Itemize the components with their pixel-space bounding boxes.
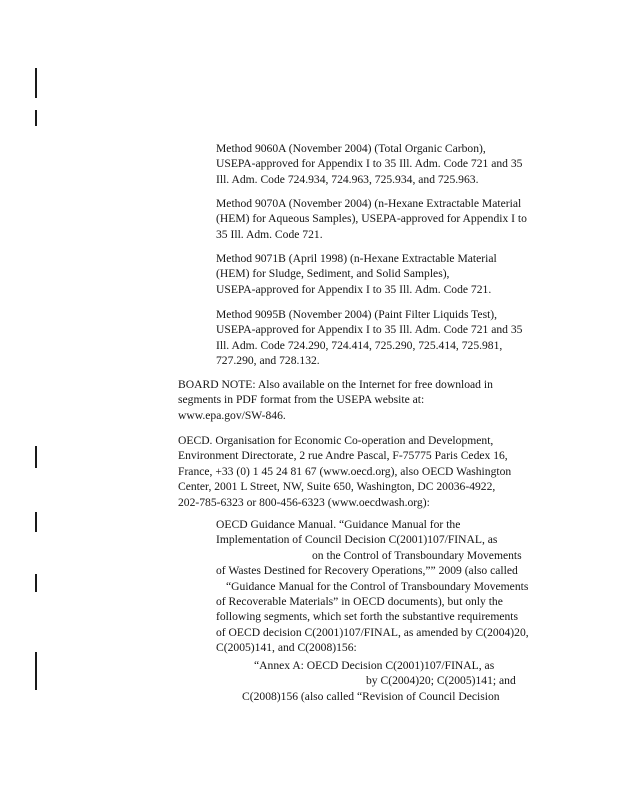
change-bar bbox=[35, 512, 37, 532]
method-9060a-paragraph: Method 9060A (November 2004) (Total Organic Carbon), USEPA-approved for Appendix I to 35 Ill. Adm. Code 721 and 35 Ill. Adm. Code 724.934, 724.963, 725.934, and 725.963. bbox=[216, 142, 523, 186]
change-bar bbox=[35, 574, 37, 592]
change-bar bbox=[35, 68, 37, 98]
method-9070a-paragraph: Method 9070A (November 2004) (n-Hexane Extractable Material (HEM) for Aqueous Samples), USEPA-approved for Appendix I to 35 Ill. Adm. Code 721. bbox=[216, 197, 527, 241]
board-note-paragraph: BOARD NOTE: Also available on the Internet for free download in segments in PDF format from the USEPA website at: www.epa.gov/SW-846. bbox=[178, 378, 493, 422]
change-bar bbox=[35, 652, 37, 690]
oecd-paragraph: OECD. Organisation for Economic Co-operation and Development, Environment Directorate, 2 rue Andre Pascal, F-75775 Paris Cedex 16, France, +33 (0) 1 45 24 81 67 (www.oecd.org), also OECD Washington Center, 2001 L Street, NW, Suite 650, Washington, DC 20036-4922, 202-785-6323 or 800-456-6323 (www.oecdwash.org): bbox=[178, 434, 512, 509]
guidance-manual-paragraph: OECD Guidance Manual. “Guidance Manual for the Implementation of Council Decision C(2001)107/FINAL, as on the Control of Transboundary Movements of Wastes Destined for Recovery Operations,”” 2009 (also called “Guidance Manual for the Control of Transboundary Movements of Recoverable Materials” in OECD documents), but only the following segments, which set forth the substantive requirements of OECD decision C(2001)107/FINAL, as amended by C(2004)20, C(2005)141, and C(2008)156: bbox=[216, 518, 529, 655]
method-9095b-paragraph: Method 9095B (November 2004) (Paint Filter Liquids Test), USEPA-approved for Appendix I to 35 Ill. Adm. Code 721 and 35 Ill. Adm. Code 724.290, 724.414, 725.290, 725.414, 725.981, 727.290, and 728.132. bbox=[216, 308, 523, 368]
annex-a-paragraph: “Annex A: OECD Decision C(2001)107/FINAL, as by C(2004)20; C(2005)141; and C(2008)156 (also called “Revision of Council Decision bbox=[242, 659, 516, 703]
method-9071b-paragraph: Method 9071B (April 1998) (n-Hexane Extractable Material (HEM) for Sludge, Sediment, and Solid Samples), USEPA-approved for Appendix I to 35 Ill. Adm. Code 721. bbox=[216, 252, 497, 296]
change-bar bbox=[35, 110, 37, 126]
change-bar bbox=[35, 446, 37, 468]
